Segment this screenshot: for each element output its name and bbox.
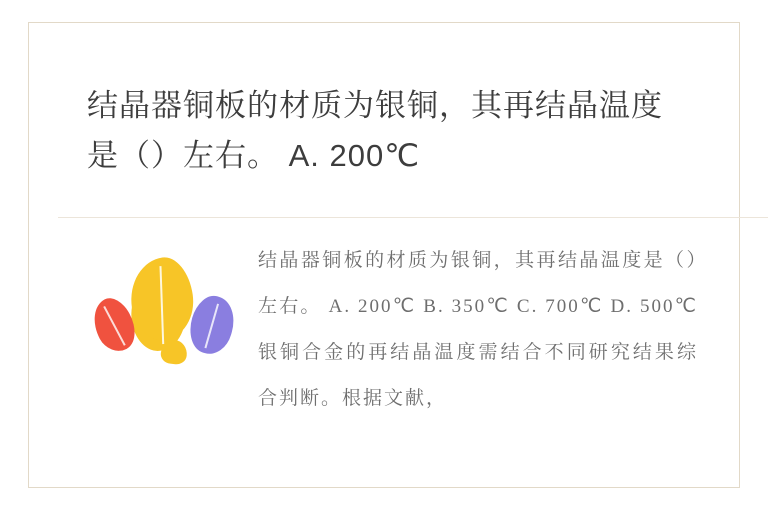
autumn-leaves-icon bbox=[93, 248, 243, 378]
body-section bbox=[58, 218, 768, 510]
yellow-leaf-icon bbox=[126, 254, 199, 344]
passage-text: 结晶器铜板的材质为银铜，其再结晶温度是（）左右。 A. 200℃ B. 350℃ C. 700℃ D. 500℃银铜合金的再结晶温度需结合不同研究结果综合判断。根据文献， bbox=[258, 250, 698, 409]
page-title: 结晶器铜板的材质为银铜，其再结晶温度是（）左右。 A. 200℃ bbox=[87, 88, 663, 173]
content-card bbox=[28, 22, 740, 488]
